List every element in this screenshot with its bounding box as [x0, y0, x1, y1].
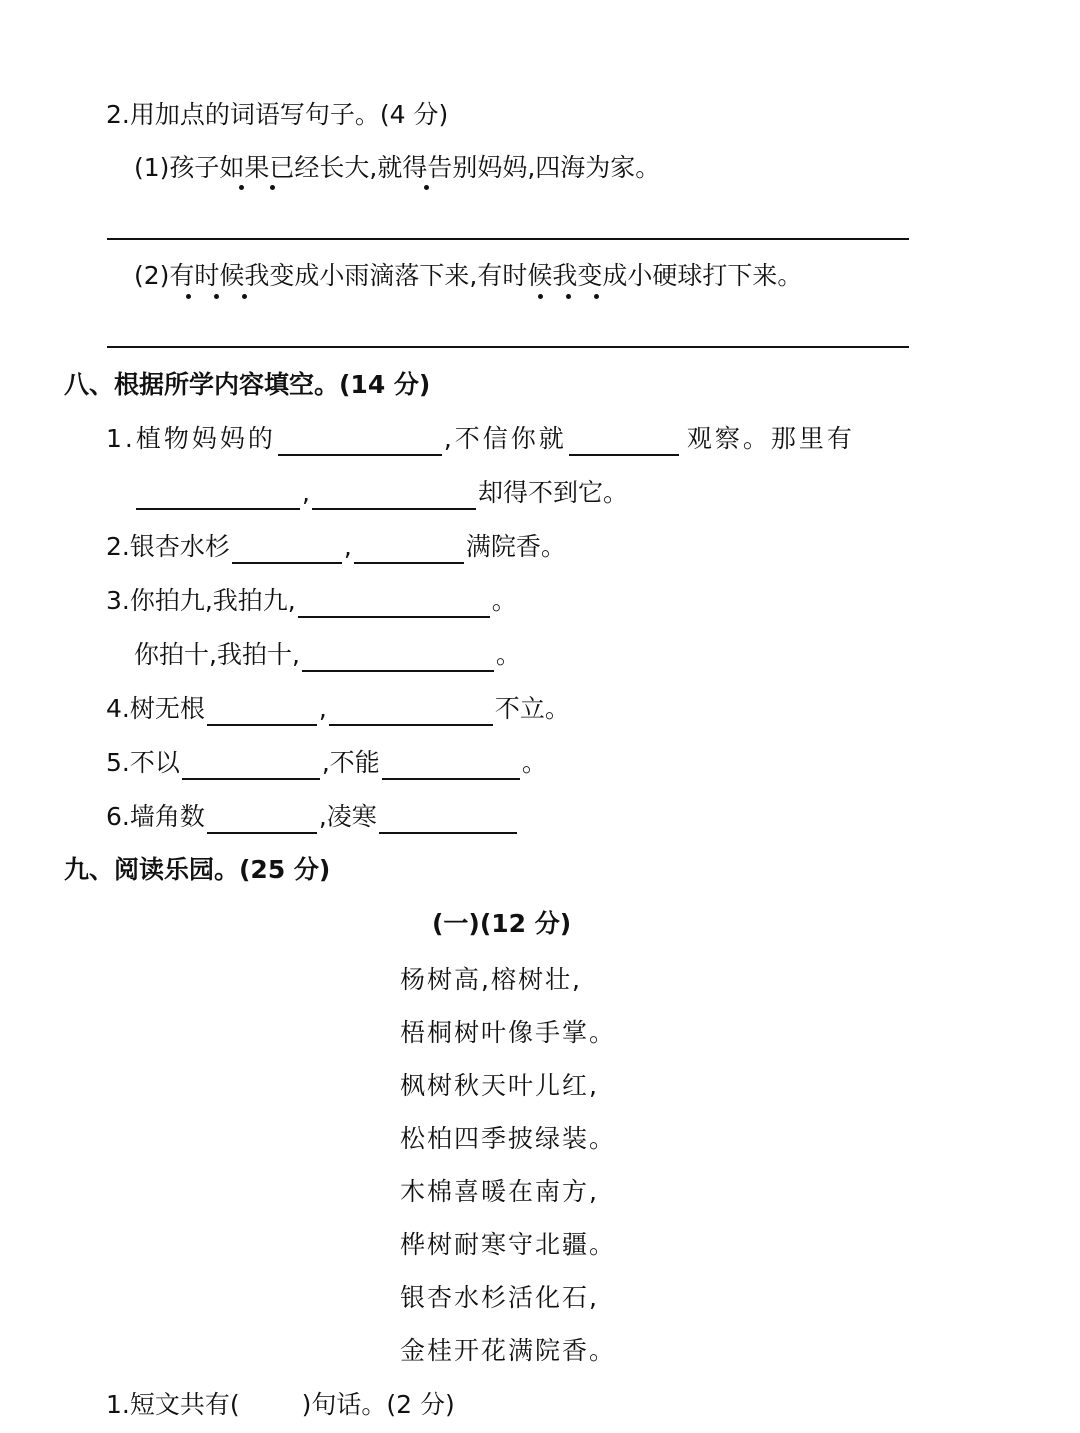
- answer-line[interactable]: [107, 346, 909, 348]
- fill-blank[interactable]: [382, 752, 520, 780]
- poem-line: 桦树耐寒守北疆。: [400, 1230, 617, 1259]
- section-heading-8: 八、根据所学内容填空。(14 分): [64, 370, 431, 399]
- fill-blank[interactable]: [207, 806, 317, 834]
- fill-blank[interactable]: [182, 752, 320, 780]
- emphasis-dot: [566, 294, 571, 299]
- fill-blank[interactable]: [136, 482, 300, 510]
- fill-blank[interactable]: [302, 644, 494, 672]
- poem-line: 松柏四季披绿装。: [400, 1124, 617, 1153]
- fill-blank[interactable]: [278, 428, 442, 456]
- fill-blank[interactable]: [379, 806, 517, 834]
- fill-blank[interactable]: [207, 698, 317, 726]
- fill-question-1: 1.植物妈妈的 ,不信你就 观察。那里有: [106, 422, 855, 456]
- answer-line[interactable]: [107, 238, 909, 240]
- reading-question-1: 1.短文共有( )句话。(2 分): [106, 1390, 455, 1419]
- fill-question-1-cont: , 却得不到它。: [134, 476, 628, 510]
- sentence-1: (1)孩子如果已经长大,就得告别妈妈,四海为家。: [134, 153, 661, 182]
- fill-question-4: 4.树无根 , 不立。: [106, 692, 570, 726]
- fill-question-6: 6.墙角数 ,凌寒: [106, 800, 519, 834]
- question-title: 2.用加点的词语写句子。(4 分): [106, 100, 449, 129]
- emphasis-dot: [242, 294, 247, 299]
- emphasis-dot: [424, 185, 429, 190]
- section-heading-9: 九、阅读乐园。(25 分): [64, 855, 331, 884]
- poem-line: 杨树高,榕树壮,: [400, 965, 582, 994]
- fill-blank[interactable]: [312, 482, 476, 510]
- poem-line: 金桂开花满院香。: [400, 1336, 617, 1365]
- poem-line: 银杏水杉活化石,: [400, 1283, 599, 1312]
- fill-question-3-cont: 你拍十,我拍十, 。: [134, 638, 521, 672]
- fill-blank[interactable]: [232, 536, 342, 564]
- fill-question-2: 2.银杏水杉 , 满院香。: [106, 530, 566, 564]
- reading-part-title: (一)(12 分): [432, 909, 572, 938]
- emphasis-dot: [270, 185, 275, 190]
- emphasis-dot: [594, 294, 599, 299]
- poem-line: 枫树秋天叶儿红,: [400, 1071, 599, 1100]
- emphasis-dot: [538, 294, 543, 299]
- fill-question-5: 5.不以 ,不能 。: [106, 746, 547, 780]
- poem-line: 木棉喜暖在南方,: [400, 1177, 599, 1206]
- fill-blank[interactable]: [329, 698, 493, 726]
- fill-question-3: 3.你拍九,我拍九, 。: [106, 584, 517, 618]
- fill-blank[interactable]: [569, 428, 679, 456]
- sentence-2: (2)有时候我变成小雨滴落下来,有时候我变成小硬球打下来。: [134, 261, 803, 290]
- fill-blank[interactable]: [354, 536, 464, 564]
- emphasis-dot: [239, 185, 244, 190]
- poem-line: 梧桐树叶像手掌。: [400, 1018, 617, 1047]
- emphasis-dot: [214, 294, 219, 299]
- emphasis-dot: [186, 294, 191, 299]
- fill-blank[interactable]: [298, 590, 490, 618]
